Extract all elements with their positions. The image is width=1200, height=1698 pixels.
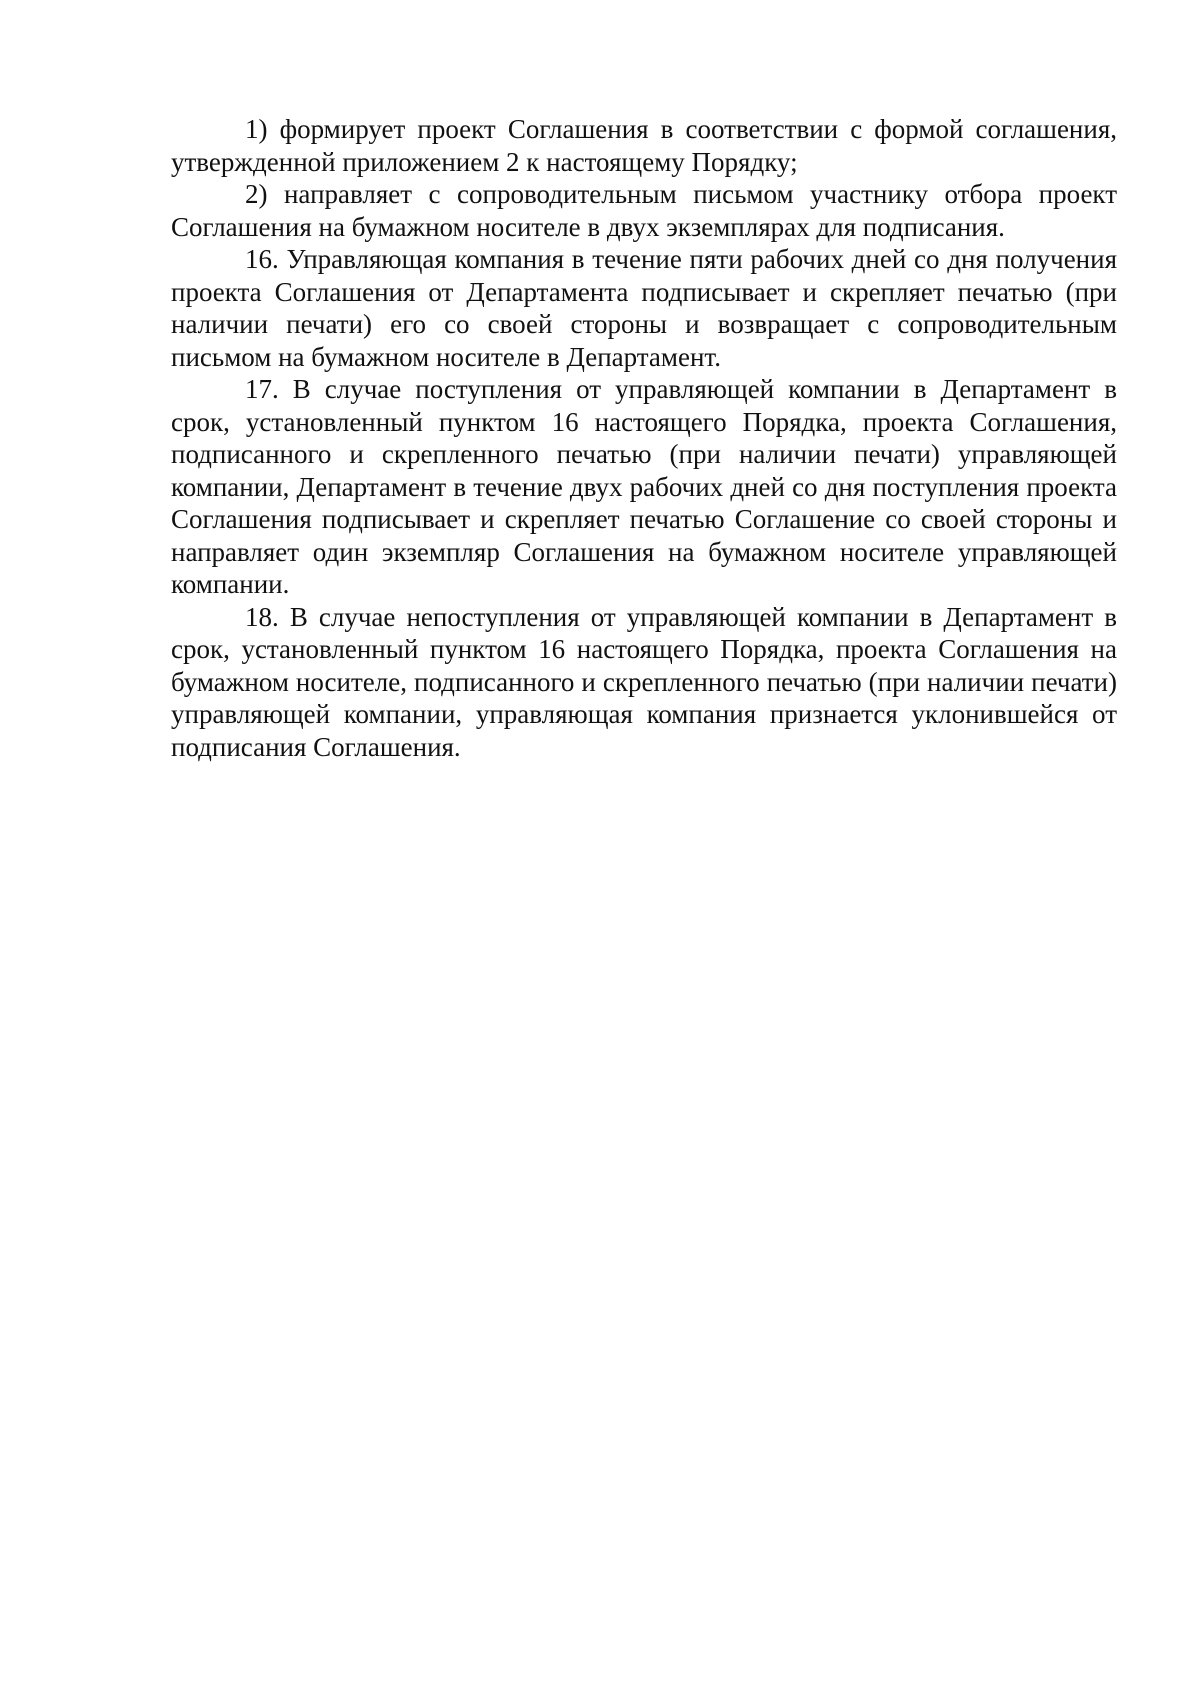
paragraph-17: 17. В случае поступления от управляющей компании в Департамент в срок, установленный пунктом 16 настоящего Порядка, проекта Соглашения, подписанного и скрепленного печатью (при наличии печати) управляющей компании, Департамент в течение двух рабочих дней со дня поступления проекта Соглашения подписывает и скрепляет печатью Соглашение со своей стороны и направляет один экземпляр Соглашения на бумажном носителе управляющей компании. (171, 374, 1117, 599)
paragraph-18: 18. В случае непоступления от управляющей компании в Департамент в срок, установленный пунктом 16 настоящего Порядка, проекта Соглашения на бумажном носителе, подписанного и скрепленного печатью (при наличии печати) управляющей компании, управляющая компания признается уклонившейся от подписания Соглашения. (171, 601, 1117, 762)
paragraph-item-1: 1) формирует проект Соглашения в соответствии с формой соглашения, утвержденной приложением 2 к настоящему Порядку; (171, 114, 1117, 177)
document-body (171, 113, 1117, 763)
paragraph-16: 16. Управляющая компания в течение пяти рабочих дней со дня получения проекта Соглашения от Департамента подписывает и скрепляет печатью (при наличии печати) его со своей стороны и возвращает с сопроводительным письмом на бумажном носителе в Департамент. (171, 244, 1117, 372)
paragraph-item-2: 2) направляет с сопроводительным письмом участнику отбора проект Соглашения на бумажном носителе в двух экземплярах для подписания. (171, 179, 1117, 242)
